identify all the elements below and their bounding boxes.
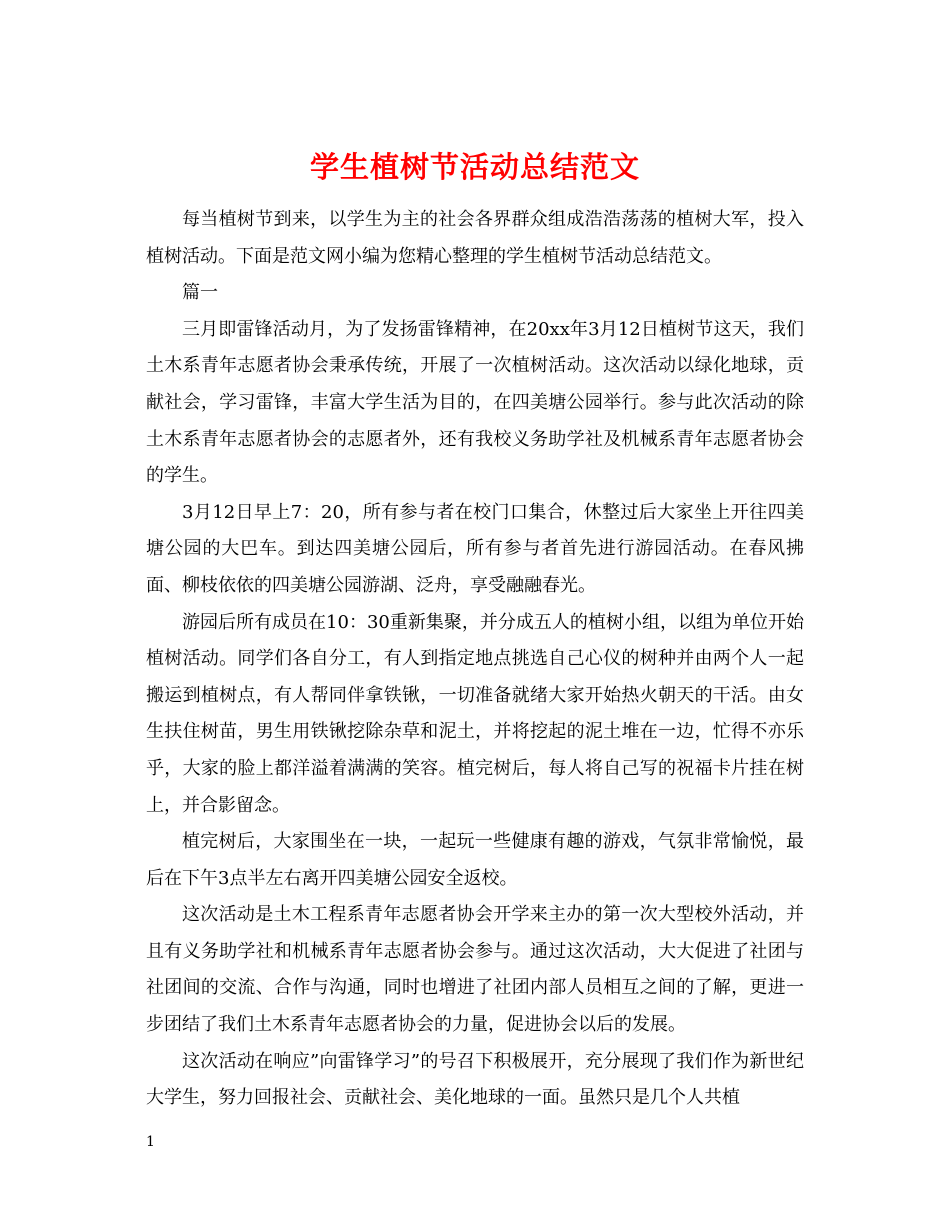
body-paragraph: 这次活动是土木工程系青年志愿者协会开学来主办的第一次大型校外活动，并且有义务助学社和机械系青年志愿者协会参与。通过这次活动，大大促进了社团与社团间的交流、合作与沟通，同时也增进了社团内部人员相互之间的了解，更进一步团结了我们土木系青年志愿者协会的力量，促进协会以后的发展。 xyxy=(146,904,804,1036)
document-body xyxy=(146,202,804,1117)
section-heading: 篇一 xyxy=(182,282,218,304)
body-paragraph: 游园后所有成员在10：30重新集聚，并分成五人的植树小组，以组为单位开始植树活动。同学们各自分工，有人到指定地点挑选自己心仪的树种并由两个人一起搬运到植树点，有人帮同伴拿铁锹，一切准备就绪大家开始热火朝天的干活。由女生扶住树苗，男生用铁锹挖除杂草和泥土，并将挖起的泥土堆在一边，忙得不亦乐乎，大家的脸上都洋溢着满满的笑容。植完树后，每人将自己写的祝福卡片挂在树上，并合影留念。 xyxy=(146,611,804,816)
body-paragraph: 3月12日早上7：20，所有参与者在校门口集合，休整过后大家坐上开往四美塘公园的大巴车。到达四美塘公园后，所有参与者首先进行游园活动。在春风拂面、柳枝依依的四美塘公园游湖、泛舟，享受融融春光。 xyxy=(146,501,804,596)
document-title: 学生植树节活动总结范文 xyxy=(309,150,640,185)
body-paragraph: 植完树后，大家围坐在一块，一起玩一些健康有趣的游戏，气氛非常愉悦，最后在下午3点半左右离开四美塘公园安全返校。 xyxy=(146,831,804,889)
body-paragraph: 每当植树节到来，以学生为主的社会各界群众组成浩浩荡荡的植树大军，投入植树活动。下面是范文网小编为您精心整理的学生植树节活动总结范文。 xyxy=(146,209,804,267)
page-number: 1 xyxy=(146,1134,155,1150)
body-paragraph: 这次活动在响应”向雷锋学习”的号召下积极展开，充分展现了我们作为新世纪大学生，努力回报社会、贡献社会、美化地球的一面。虽然只是几个人共植 xyxy=(146,1050,804,1109)
body-paragraph: 三月即雷锋活动月，为了发扬雷锋精神，在20xx年3月12日植树节这天，我们土木系青年志愿者协会秉承传统，开展了一次植树活动。这次活动以绿化地球，贡献社会，学习雷锋，丰富大学生活为目的，在四美塘公园举行。参与此次活动的除土木系青年志愿者协会的志愿者外，还有我校义务助学社及机械系青年志愿者协会的学生。 xyxy=(146,318,804,487)
